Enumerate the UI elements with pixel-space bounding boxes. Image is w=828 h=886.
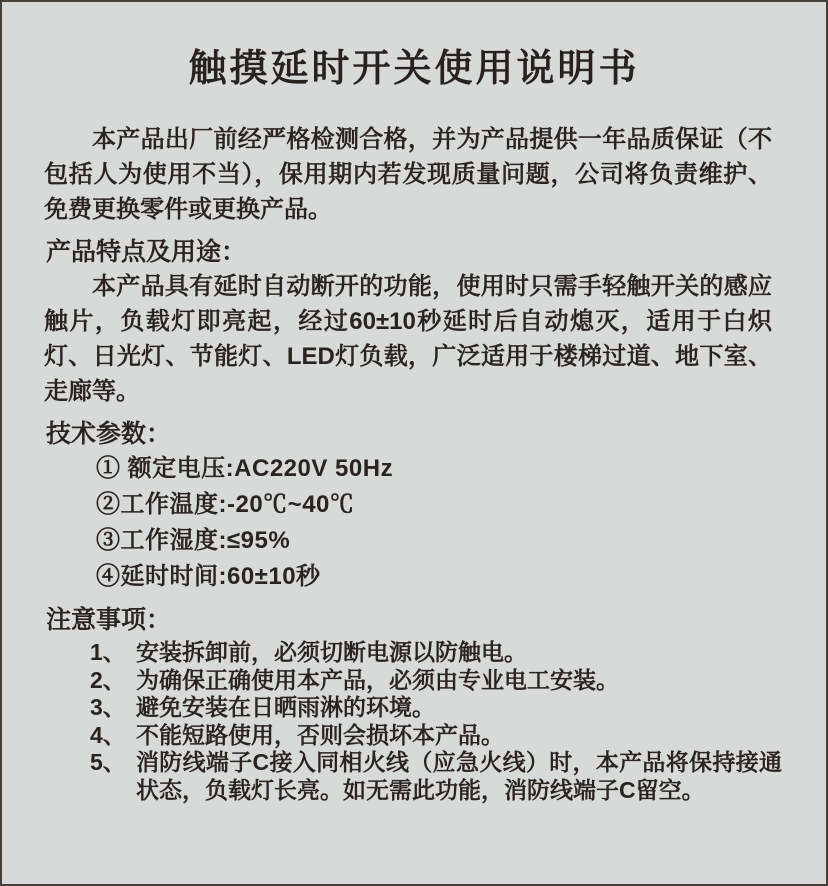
note-number: 3、 xyxy=(90,694,126,720)
spec-item-working-temperature: ②工作温度:-20℃~40℃ xyxy=(96,491,355,518)
note-text: 消防线端子C接入同相火线（应急火线）时，本产品将保持接通状态，负载灯长亮。如无需此功能，消防线端子C留空。 xyxy=(136,749,782,803)
warranty-intro-paragraph: 本产品出厂前经严格检测合格，并为产品提供一年品质保证（不包括人为使用不当），保用期内若发现质量问题，公司将负责维护、免费更换零件或更换产品。 xyxy=(44,126,772,223)
specs-list xyxy=(2,451,826,595)
note-item xyxy=(90,694,782,722)
spec-item-delay-time: ④延时时间:60±10秒 xyxy=(96,563,321,590)
spec-item-rated-voltage: ① 额定电压:AC220V 50Hz xyxy=(96,455,394,482)
note-item xyxy=(90,749,782,804)
note-text: 安装拆卸前，必须切断电源以防触电。 xyxy=(136,639,527,665)
note-number: 1、 xyxy=(90,639,126,665)
note-number: 5、 xyxy=(90,749,126,775)
note-text: 不能短路使用，否则会损坏本产品。 xyxy=(136,721,504,748)
note-number: 4、 xyxy=(90,721,126,748)
note-item xyxy=(90,639,782,667)
notes-heading: 注意事项： xyxy=(46,606,172,634)
features-heading: 产品特点及用途： xyxy=(46,238,247,266)
notes-list xyxy=(2,637,826,804)
specs-heading: 技术参数： xyxy=(46,420,172,448)
note-text: 为确保正确使用本产品，必须由专业电工安装。 xyxy=(136,666,619,693)
note-text: 避免安装在日晒雨淋的环境。 xyxy=(136,694,435,720)
spec-item-working-humidity: ③工作湿度:≤95% xyxy=(96,527,291,554)
note-item xyxy=(90,722,782,750)
note-number: 2、 xyxy=(90,666,126,693)
page-title: 触摸延时开关使用说明书 xyxy=(188,48,640,90)
features-paragraph: 本产品具有延时自动断开的功能，使用时只需手轻触开关的感应触片，负载灯即亮起，经过60±10秒延时后自动熄灭，适用于白炽灯、日光灯、节能灯、LED灯负载，广泛适用于楼梯过道、地下室、走廊等。 xyxy=(44,273,772,405)
note-item xyxy=(90,667,782,695)
